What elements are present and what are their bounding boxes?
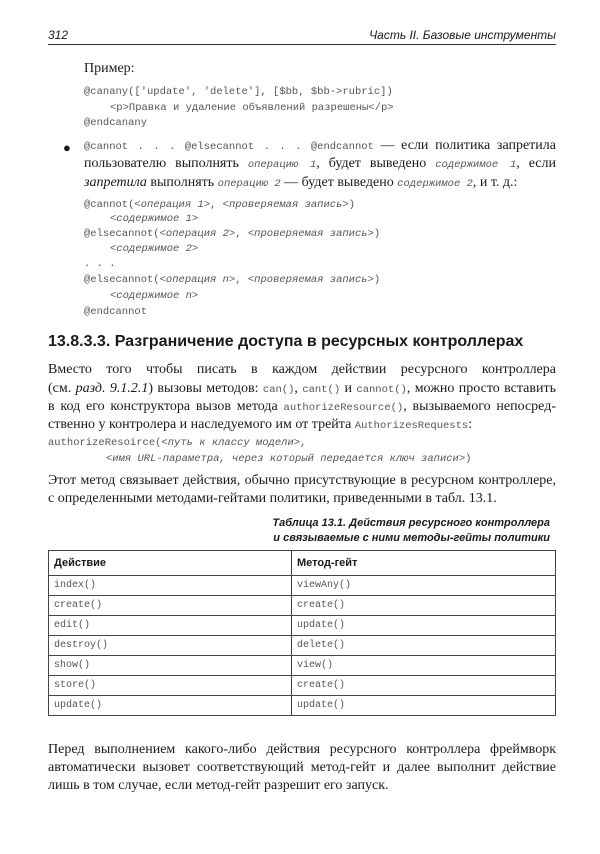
running-header — [48, 28, 556, 45]
inline-code: <операция n> — [159, 274, 236, 286]
action-cell: show() — [49, 656, 292, 676]
text-line — [48, 472, 556, 490]
inline-code: , — [235, 228, 248, 240]
gate-cell: update() — [292, 616, 556, 636]
table-header-row — [49, 551, 556, 576]
actions-table — [48, 550, 556, 716]
gate-cell: create() — [292, 596, 556, 616]
text-segment: , если — [516, 156, 556, 171]
gate-cell: view() — [292, 656, 556, 676]
inline-code: <p>Правка и удаление объявлений разрешены</p> — [110, 102, 394, 114]
inline-code: <операция 2> — [159, 228, 236, 240]
text-segment: , будет выведено — [316, 156, 436, 171]
table-row — [49, 616, 556, 636]
text-segment: с определенными методами-гейтами политики, приведенными в табл. 13.1. — [48, 491, 497, 506]
inline-code: cannot() — [356, 384, 407, 396]
gate-cell: create() — [292, 676, 556, 696]
inline-code: authorizeResource() — [283, 402, 404, 414]
text-segment: и — [340, 381, 357, 396]
inline-code: операцию 2 — [217, 178, 281, 190]
table-row — [49, 696, 556, 716]
gate-cell: delete() — [292, 636, 556, 656]
text-segment: Перед выполнением какого-либо действия ресурсного контроллера фреймворк — [48, 742, 556, 757]
text-segment: Этот метод связывает действия, обычно присутствующие в ресурсном контроллере, — [48, 473, 556, 488]
part-title: Часть II. Базовые инструменты — [369, 28, 556, 42]
action-cell: store() — [49, 676, 292, 696]
table-row — [49, 636, 556, 656]
text-segment: , можно просто вставить — [406, 381, 556, 396]
table-caption-line1: Таблица 13.1. Действия ресурсного контроллера — [272, 517, 550, 529]
inline-code: can() — [262, 384, 295, 396]
action-cell: destroy() — [49, 636, 292, 656]
action-cell: edit() — [49, 616, 292, 636]
inline-code: <проверяемая запись> — [247, 274, 374, 286]
text-segment: ственно у контролера и наследуемого им от трейта — [48, 417, 355, 432]
inline-code: authorizeResoirce( — [48, 437, 162, 449]
text-line — [48, 361, 556, 379]
text-segment: — будет выведено — [280, 175, 398, 190]
inline-code: <содержимое n> — [110, 290, 199, 302]
inline-code: <операция 1> — [134, 199, 211, 211]
inline-code: cant() — [302, 384, 341, 396]
text-segment: разд. 9.1.2.1 — [75, 381, 149, 396]
inline-code: AuthorizesRequests — [354, 420, 469, 432]
text-segment: выполнять — [146, 175, 218, 190]
text-segment: ) вызовы методов: — [148, 381, 263, 396]
inline-code: @elsecannot( — [84, 274, 160, 286]
text-segment: , — [294, 381, 303, 396]
text-segment: : — [468, 417, 473, 432]
inline-code: ) — [465, 453, 472, 465]
inline-code: @canany(['update', 'delete'], [$bb, $bb->rubric]) — [84, 86, 393, 98]
inline-code: @endcannot — [84, 306, 148, 318]
inline-code: ) — [373, 228, 381, 240]
text-segment: , вызываемого непосред- — [403, 399, 556, 414]
inline-code: . . . — [84, 258, 116, 270]
text-line — [84, 302, 147, 321]
inline-code: @endcanany — [84, 117, 148, 129]
table-row — [49, 576, 556, 596]
inline-code: @cannot( — [84, 199, 135, 211]
text-line — [106, 449, 471, 468]
table-row — [49, 676, 556, 696]
gate-cell: viewAny() — [292, 576, 556, 596]
bullet-icon: ● — [63, 140, 71, 155]
inline-code: ) — [348, 199, 355, 211]
text-line — [110, 239, 198, 258]
text-segment: пользователю выполнять — [84, 156, 248, 171]
inline-code: <путь к классу модели> — [161, 437, 301, 449]
inline-code: содержимое 1 — [435, 159, 517, 171]
text-line — [48, 490, 497, 508]
action-cell: update() — [49, 696, 292, 716]
action-cell: create() — [49, 596, 292, 616]
text-segment: запретила — [84, 175, 147, 190]
inline-code: <проверяемая запись> — [222, 199, 349, 211]
table-row — [49, 656, 556, 676]
section-heading: 13.8.3.3. Разграничение доступа в ресурсных контроллерах — [48, 333, 524, 350]
text-line — [48, 380, 556, 399]
action-cell: index() — [49, 576, 292, 596]
inline-code: , — [300, 437, 307, 449]
table-caption-line2: и связываемые с ними методы-гейты политики — [273, 532, 550, 544]
page-number: 312 — [48, 28, 69, 42]
text-line — [48, 741, 556, 759]
text-line — [48, 777, 389, 795]
text-line — [84, 113, 147, 132]
text-segment: , и т. д.: — [472, 175, 518, 190]
text-line — [84, 174, 517, 193]
table-row — [49, 596, 556, 616]
inline-code: <проверяемая запись> — [247, 228, 374, 240]
inline-code: @cannot . . . @elsecannot . . . @endcannot — [84, 141, 374, 153]
inline-code: <содержимое 1> — [110, 213, 199, 225]
column-header-gate: Метод-гейт — [292, 551, 556, 576]
text-segment: в код его конструктора вызов метода — [48, 399, 284, 414]
text-line — [84, 155, 556, 174]
inline-code: <содержимое 2> — [110, 243, 199, 255]
text-segment: Пример: — [84, 61, 135, 76]
text-segment: Вместо того чтобы писать в каждом действии ресурсного контроллера — [48, 362, 556, 377]
inline-code: @elsecannot( — [84, 228, 160, 240]
text-line — [84, 60, 135, 78]
text-segment: (см. — [48, 381, 76, 396]
inline-code: операцию 1 — [247, 159, 317, 171]
text-segment: автоматически вызовет соответствующий метод-гейт и далее выполнит действие — [48, 760, 556, 775]
inline-code: , — [235, 274, 248, 286]
text-segment: лишь в том случае, если метод-гейт разрешит его запуск. — [48, 778, 389, 793]
inline-code: , — [210, 199, 223, 211]
inline-code: <имя URL-параметра, через который передается ключ записи> — [106, 453, 466, 465]
text-line — [48, 398, 556, 417]
inline-code: содержимое 2 — [397, 178, 473, 190]
gate-cell: update() — [292, 696, 556, 716]
text-segment: — если политика запретила — [373, 138, 556, 153]
text-line — [110, 98, 394, 117]
column-header-action: Действие — [49, 551, 292, 576]
inline-code: ) — [373, 274, 381, 286]
text-line — [84, 137, 556, 156]
text-line — [48, 759, 556, 777]
